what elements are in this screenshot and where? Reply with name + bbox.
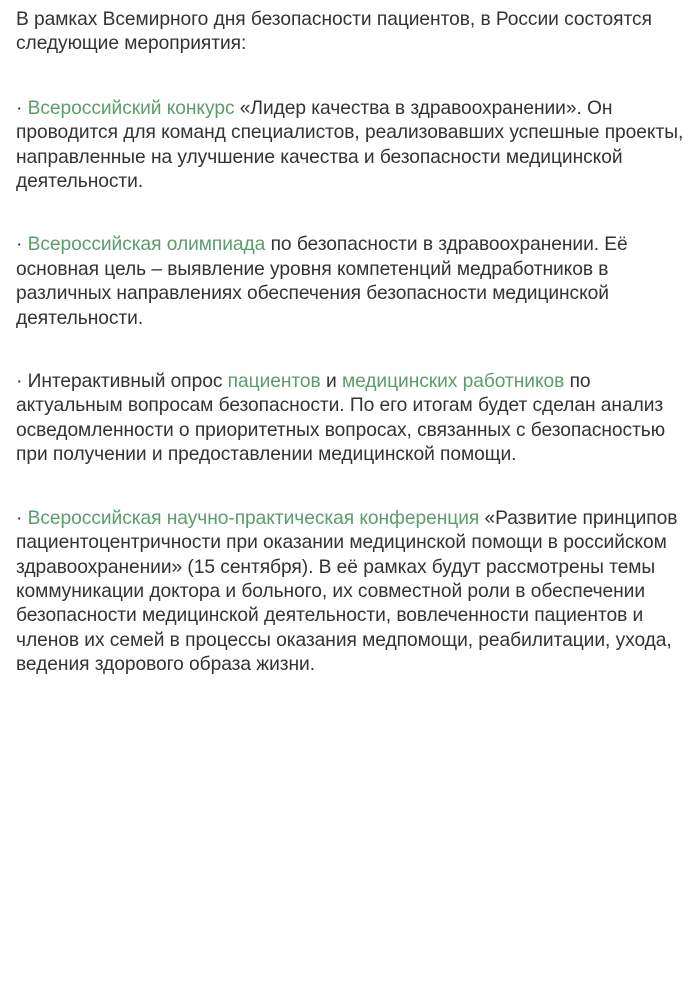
event-description: «Лидер качества в здравоохранении». Он проводится для команд специалистов, реализовавших успешные проекты, направленные на улучшение качества и безопасности медицинской деятельности.	[16, 97, 684, 193]
bullet: ·	[16, 507, 28, 529]
event-item-contest	[16, 97, 686, 195]
contest-link[interactable]: Всероссийский конкурс	[27, 97, 235, 119]
article-body	[16, 8, 686, 717]
intro-paragraph: В рамках Всемирного дня безопасности пациентов, в России состоятся следующие мероприятия:	[16, 9, 652, 55]
event-item-survey	[16, 370, 686, 468]
bullet-text: · Интерактивный опрос	[16, 371, 228, 393]
event-description: по безопасности в здравоохранении. Её основная цель – выявление уровня компетенций медработников в различных направлениях обеспечения безопасности медицинской деятельности.	[16, 234, 628, 329]
event-description: по актуальным вопросам безопасности. По его итогам будет сделан анализ осведомленности о приоритетных вопросах, связанных с безопасностью при получении и предоставлении медицинской помощи.	[16, 371, 666, 466]
bullet: ·	[16, 234, 28, 256]
event-item-conference	[16, 507, 686, 678]
patients-survey-link[interactable]: пациентов	[227, 371, 321, 393]
conjunction-text: и	[320, 371, 342, 393]
event-description: «Развитие принципов пациентоцентричности при оказании медицинской помощи в российском здравоохранении» (15 сентября). В её рамках будут рассмотрены темы коммуникации доктора и больного, их совместной роли в обеспечении безопасности медицинской деятельности, вовлеченности пациентов и членов их семей в процессы оказания медпомощи, реабилитации, ухода, ведения здорового образа жизни.	[16, 507, 678, 676]
medical-workers-survey-link[interactable]: медицинских работников	[341, 371, 565, 393]
olympiad-link[interactable]: Всероссийская олимпиада	[27, 234, 266, 256]
conference-link[interactable]: Всероссийская научно-практическая конференция	[27, 507, 480, 529]
bullet: ·	[16, 97, 28, 119]
event-item-olympiad	[16, 233, 686, 331]
